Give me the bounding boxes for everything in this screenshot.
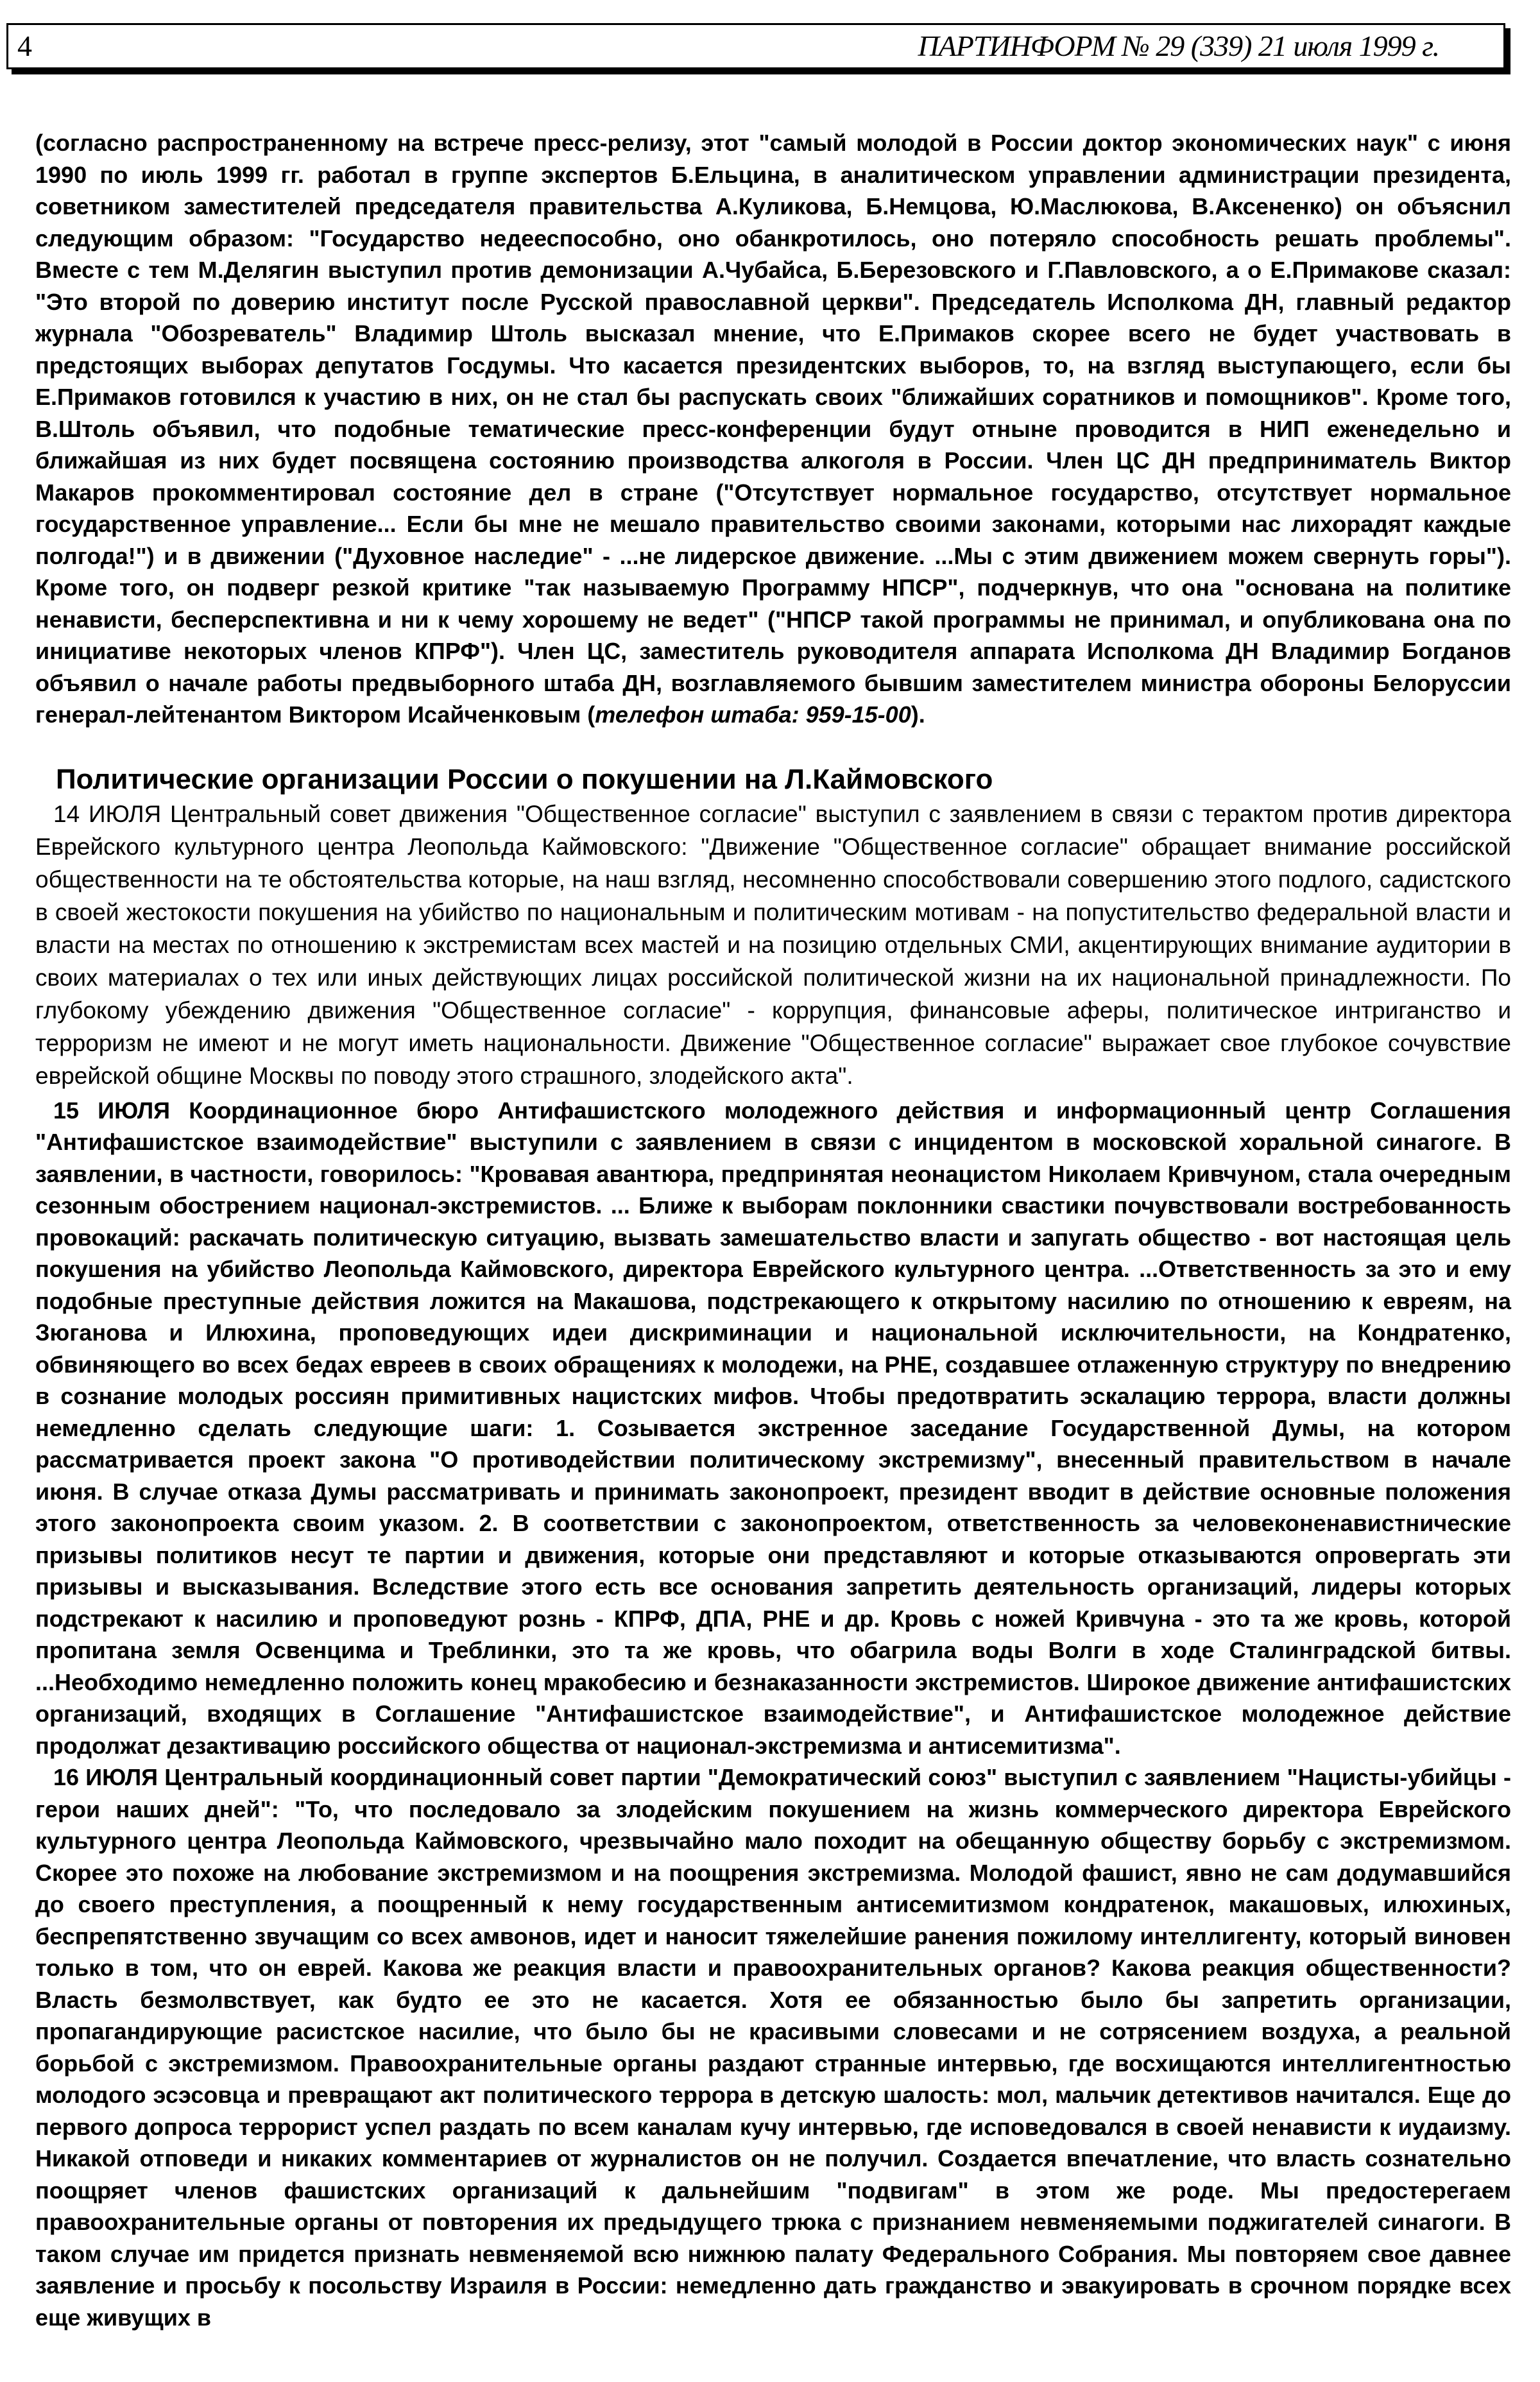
paragraph-july-15: 15 ИЮЛЯ Координационное бюро Антифашистского молодежного действия и информационный центр Соглашения "Антифашистское взаимодействие" выступили с заявлением в связи с инцидентом в московской хоральной синагоге. В заявлении, в частности, говорилось: "Кровавая авантюра, предпринятая неонацистом Николаем Кривчуном, стала очередным сезонным обострением национал-экстремистов. ... Ближе к выборам поклонники свастики почувствовали востребованность провокаций: раскачать политическую ситуацию, вызвать замешательство власти и запугать общество - вот настоящая цель покушения на убийство Леопольда Каймовского, директора Еврейского культурного центра. ...Ответственность за это и ему подобные преступные действия ложится на Макашова, подстрекающего к открытому насилию по отношению к евреям, на Зюганова и Илюхина, проповедующих идеи дискриминации и национальной исключительности, на Кондратенко, обвиняющего во всех бедах евреев в своих обращениях к молодежи, на РНЕ, создавшее отлаженную структуру по внедрению в сознание молодых россиян примитивных нацистских мифов. Чтобы предотвратить эскалацию террора, власти должны немедленно сделать следующие шаги: 1. Созывается экстренное заседание Государственной Думы, на котором рассматривается проект закона "О противодействии политическому экстремизму", внесенный правительством в начале июня. В случае отказа Думы рассматривать и принимать законопроект, президент вводит в действие основные положения этого законопроекта своим указом. 2. В соответствии с законопроектом, ответственность за человеконенавистнические призывы политиков несут те партии и движения, которые они представляют и которые отказываются опровергать эти призывы и высказывания. Вследствие этого есть все основания запретить деятельность организаций, лидеры которых подстрекают к насилию и проповедуют рознь - КПРФ, ДПА, РНЕ и др. Кровь с ножей Кривчуна - это та же кровь, которой пропитана земля Освенцима и Треблинки, это та же кровь, что обагрила воды Волги в ходе Сталинградской битвы. ...Необходимо немедленно положить конец мракобесию и безнаказанности экстремистов. Широкое движение антифашистских организаций, входящих в Соглашение "Антифашистское взаимодействие", и Антифашистское молодежное действие продолжат дезактивацию российского общества от национал-экстремизма и антисемитизма". bbox=[35, 1097, 1511, 1759]
section-title: Политические организации России о покушении на Л.Каймовского bbox=[56, 763, 993, 795]
page-number: 4 bbox=[17, 30, 32, 62]
page-body bbox=[35, 127, 1511, 2333]
paragraph-july-14: 14 ИЮЛЯ Центральный совет движения "Общественное согласие" выступил с заявлением в связи с терактом против директора Еврейского культурного центра Леопольда Каймовского: "Движение "Общественное согласие" обращает внимание российской общественности на те обстоятельства которые, на наш взгляд, несомненно способствовали совершению этого подлого, садистского в своей жестокости покушения на убийство по национальным и политическим мотивам - на попустительство федеральной власти и власти на местах по отношению к экстремистам всех мастей и на позицию отдельных СМИ, акцентирующих внимание аудитории в своих материалах о тех или иных действующих лицах российской политической жизни на их национальной принадлежности. По глубокому убеждению движения "Общественное согласие" - коррупция, финансовые аферы, политическое интриганство и терроризм не имеют и не могут иметь национальности. Движение "Общественное согласие" выражает свое глубокое сочувствие еврейской общине Москвы по поводу этого страшного, злодейского акта". bbox=[35, 800, 1511, 1089]
paragraph-july-16: 16 ИЮЛЯ Центральный координационный совет партии "Демократический союз" выступил с заявлением "Нацисты-убийцы - герои наших дней": "То, что последовало за злодейским покушением на жизнь коммерческого директора Еврейского культурного центра Леопольда Каймовского, чрезвычайно мало походит на обещанную обществу борьбу с экстремизмом. Скорее это похоже на любование экстремизмом и на поощрения экстремизма. Молодой фашист, явно не сам додумавшийся до своего преступления, а поощренный к нему государственным антисемитизмом кондратенок, макашовых, илюхиных, беспрепятственно звучащим со всех амвонов, идет и наносит тяжелейшие ранения пожилому интеллигенту, который виновен только в том, что он еврей. Какова же реакция власти и правоохранительных органов? Какова реакция общественности? Власть безмолвствует, как будто ее это не касается. Хотя ее обязанностью было бы запретить организации, пропагандирующие расистское насилие, что было бы не красивыми словесами и не сотрясением воздуха, а реальной борьбой с экстремизмом. Правоохранительные органы раздают странные интервью, где восхищаются интеллигентностью молодого эсэсовца и превращают акт политического террора в детскую шалость: мол, мальчик детективов начитался. Еще до первого допроса террорист успел раздать по всем каналам кучу интервью, где исповедовался в своей ненависти к иудаизму. Никакой отповеди и никаких комментариев от журналистов он не получил. Создается впечатление, что власть сознательно поощряет членов фашистских организаций к дальнейшим "подвигам" в этом же роде. Мы предостерегаем правоохранительные органы от повторения их предыдущего трюка с признанием невменяемыми поджигателей синагоги. В таком случае им придется признать невменяемой всю нижнюю палату Федерального Собрания. Мы повторяем свое давнее заявление и просьбу к посольству Израиля в России: немедленно дать гражданство и эвакуировать в срочном порядке всех еще живущих в bbox=[35, 1764, 1511, 2331]
article-continuation bbox=[35, 127, 1511, 731]
page-header bbox=[6, 23, 1505, 69]
paragraph-text: (согласно распространенному на встрече пресс-релизу, этот "самый молодой в России доктор экономических наук" с июня 1990 по июль 1999 гг. работал в группе экспертов Б.Ельцина, в аналитическом управлении администрации президента, советником заместителей председателя правительства А.Куликова, Б.Немцова, Ю.Маслюкова, В.Аксененко) он объяснил следующим образом: "Государство недееспособно, оно обанкротилось, оно потеряло способность решать проблемы". Вместе с тем М.Делягин выступил против демонизации А.Чубайса, Б.Березовского и Г.Павловского, а о Е.Примакове сказал: "Это второй по доверию институт после Русской православной церкви". Председатель Исполкома ДН, главный редактор журнала "Обозреватель" Владимир Штоль высказал мнение, что Е.Примаков скорее всего не будет участвовать в предстоящих выборах депутатов Госдумы. Что касается президентских выборов, то, на взгляд выступающего, если бы Е.Примаков готовился к участию в них, он не стал бы распускать своих "ближайших соратников и помощников". Кроме того, В.Штоль объявил, что подобные тематические пресс-конференции будут отныне проводится в НИП еженедельно и ближайшая из них будет посвящена состоянию производства алкоголя в России. Член ЦС ДН предприниматель Виктор Макаров прокомментировал состояние дел в стране ("Отсутствует нормальное государство, отсутствует нормальное государственное управление... Если бы мне не мешало правительство своими законами, которыми нас лихорадят каждые полгода!") и в движении ("Духовное наследие" - ...не лидерское движение. ...Мы с этим движением можем свернуть горы"). Кроме того, он подверг резкой критике "так называемую Программу НПСР", подчеркнув, что она "основана на политике ненависти, бесперспективна и ни к чему хорошему не ведет" ("НПСР такой программы не принимал, и опубликована она по инициативе некоторых членов КПРФ"). Член ЦС, заместитель руководителя аппарата Исполкома ДН Владимир Богданов объявил о начале работы предвыборного штаба ДН, возглавляемого бывшим заместителем министра обороны Белоруссии генерал-лейтенантом Виктором Исайченковым ( bbox=[35, 130, 1511, 728]
paragraph-tail: ). bbox=[911, 701, 925, 728]
phone-note: телефон штаба: 959-15-00 bbox=[595, 701, 911, 728]
issue-info: ПАРТИНФОРМ № 29 (339) 21 июля 1999 г. bbox=[918, 30, 1439, 62]
